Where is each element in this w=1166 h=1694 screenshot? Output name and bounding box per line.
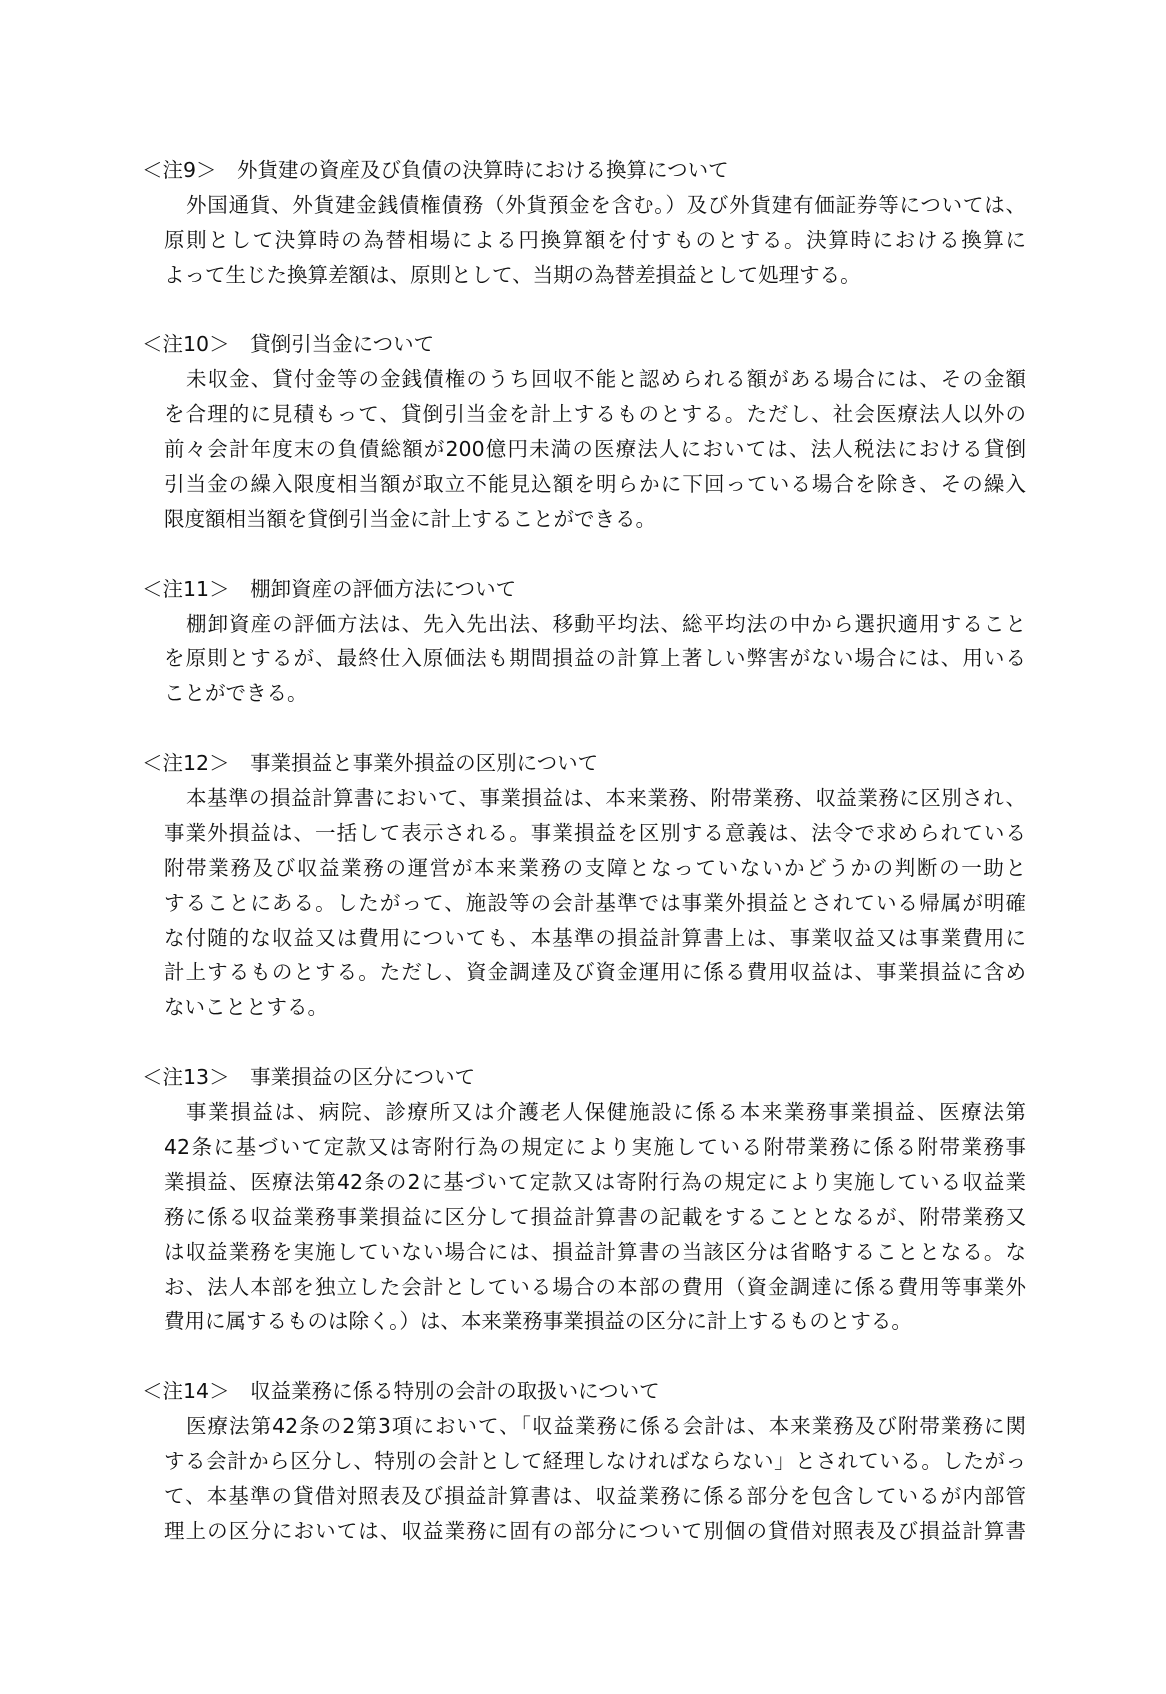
note-line: は収益業務を実施していない場合には、損益計算書の当該区分は省略することとなる。な — [164, 1239, 1026, 1264]
note-12 — [0, 746, 1166, 1025]
note-line: 医療法第42条の2第3項において、「収益業務に係る会計は、本来業務及び附帯業務に関 — [186, 1414, 1026, 1439]
note-11 — [0, 572, 1166, 712]
note-13 — [0, 1060, 1166, 1339]
note-line: 棚卸資産の評価方法は、先入先出法、移動平均法、総平均法の中から選択適用すること — [186, 611, 1026, 636]
note-line: 務に係る収益業務事業損益に区分して損益計算書の記載をすることとなるが、附帯業務又 — [164, 1204, 1026, 1229]
note-line: を合理的に見積もって、貸倒引当金を計上するものとする。ただし、社会医療法人以外の — [164, 402, 1026, 427]
note-line: 費用に属するものは除く。）は、本来業務事業損益の区分に計上するものとする。 — [164, 1309, 912, 1334]
note-14 — [0, 1374, 1166, 1548]
note-line: 計上するものとする。ただし、資金調達及び資金運用に係る費用収益は、事業損益に含め — [164, 960, 1026, 985]
note-line: する会計から区分し、特別の会計として経理しなければならない」とされている。したがっ — [164, 1448, 1026, 1473]
note-line: ことができる。 — [164, 681, 308, 706]
note-line: することにある。したがって、施設等の会計基準では事業外損益とされている帰属が明確 — [164, 890, 1026, 915]
note-line: 本基準の損益計算書において、事業損益は、本来業務、附帯業務、収益業務に区別され、 — [186, 786, 1026, 811]
note-line: 附帯業務及び収益業務の運営が本来業務の支障となっていないかどうかの判断の一助と — [164, 855, 1026, 880]
note-line: 前々会計年度末の負債総額が200億円未満の医療法人においては、法人税法における貸倒 — [164, 437, 1026, 462]
note-heading: ＜注10＞ 貸倒引当金について — [142, 332, 435, 357]
note-line: よって生じた換算差額は、原則として、当期の為替差損益として処理する。 — [164, 262, 861, 287]
note-line: 事業損益は、病院、診療所又は介護老人保健施設に係る本来業務事業損益、医療法第 — [186, 1100, 1026, 1125]
note-line: 理上の区分においては、収益業務に固有の部分について別個の貸借対照表及び損益計算書 — [164, 1518, 1026, 1543]
note-line: な付随的な収益又は費用についても、本基準の損益計算書上は、事業収益又は事業費用に — [164, 925, 1026, 950]
document-page — [0, 153, 1166, 1549]
note-heading: ＜注11＞ 棚卸資産の評価方法について — [142, 576, 517, 601]
note-line: 42条に基づいて定款又は寄附行為の規定により実施している附帯業務に係る附帯業務事 — [164, 1134, 1026, 1159]
note-10 — [0, 327, 1166, 536]
note-line: て、本基準の貸借対照表及び損益計算書は、収益業務に係る部分を包含しているが内部管 — [164, 1483, 1026, 1508]
note-line: お、法人本部を独立した会計としている場合の本部の費用（資金調達に係る費用等事業外 — [164, 1274, 1026, 1299]
note-heading: ＜注13＞ 事業損益の区分について — [142, 1065, 476, 1090]
note-heading: ＜注9＞ 外貨建の資産及び負債の決算時における換算について — [142, 158, 729, 182]
note-line: 引当金の繰入限度相当額が取立不能見込額を明らかに下回っている場合を除き、その繰入 — [164, 472, 1026, 497]
note-9 — [0, 153, 1166, 293]
note-line: 外国通貨、外貨建金銭債権債務（外貨預金を含む。）及び外貨建有価証券等については、 — [186, 192, 1026, 217]
note-line: ないこととする。 — [164, 995, 328, 1020]
note-line: 未収金、貸付金等の金銭債権のうち回収不能と認められる額がある場合には、その金額 — [186, 367, 1026, 392]
note-heading: ＜注14＞ 収益業務に係る特別の会計の取扱いについて — [142, 1379, 660, 1404]
note-heading: ＜注12＞ 事業損益と事業外損益の区別について — [142, 751, 599, 776]
note-line: 限度額相当額を貸倒引当金に計上することができる。 — [164, 506, 656, 531]
note-line: を原則とするが、最終仕入原価法も期間損益の計算上著しい弊害がない場合には、用いる — [164, 646, 1026, 671]
note-line: 業損益、医療法第42条の2に基づいて定款又は寄附行為の規定により実施している収益業 — [164, 1169, 1026, 1194]
note-line: 原則として決算時の為替相場による円換算額を付すものとする。決算時における換算に — [164, 227, 1026, 252]
note-line: 事業外損益は、一括して表示される。事業損益を区別する意義は、法令で求められている — [164, 820, 1026, 845]
